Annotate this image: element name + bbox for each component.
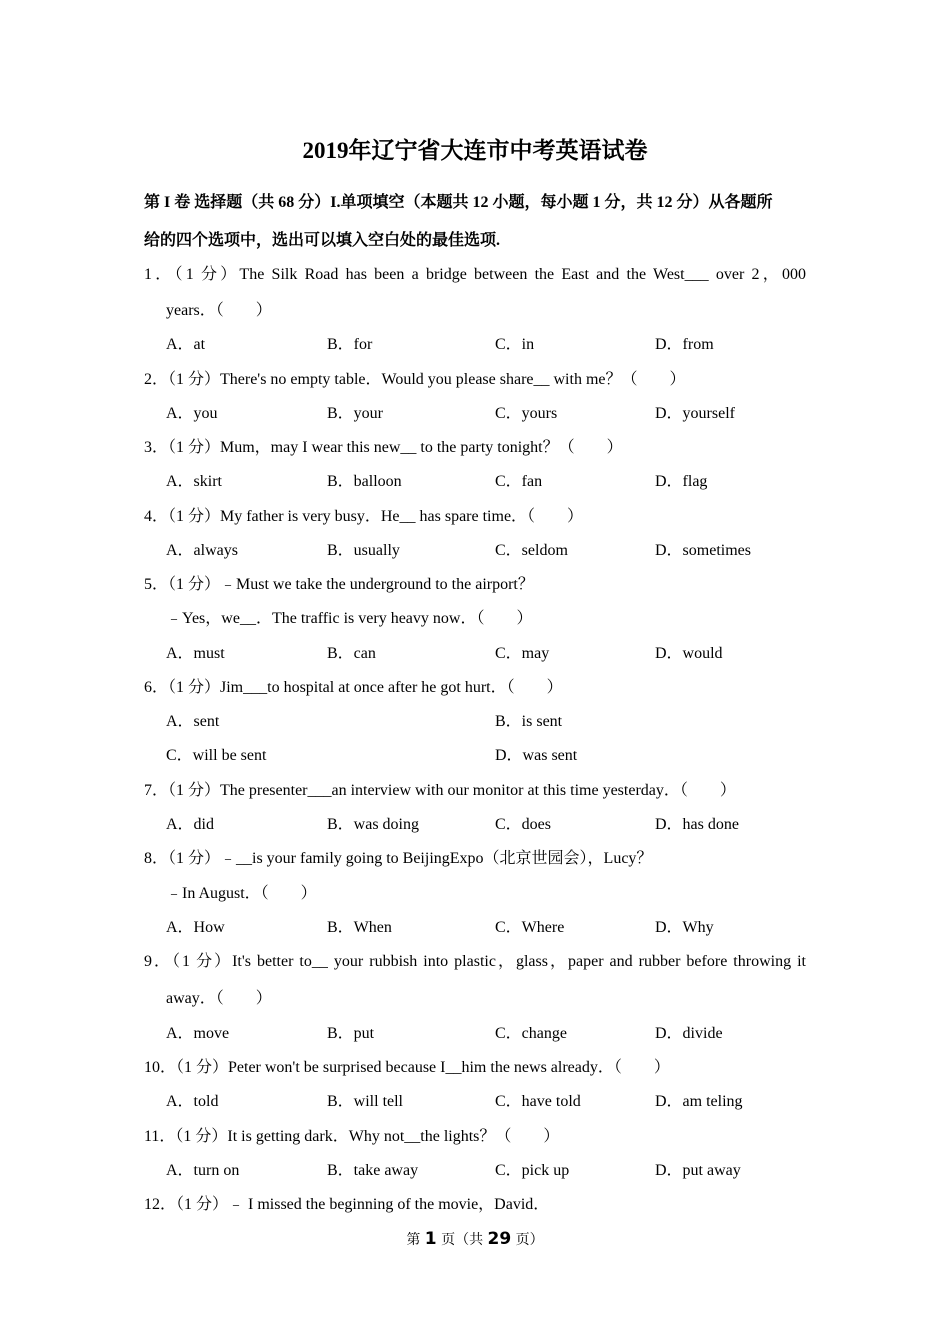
option-a[interactable]: A．did (166, 816, 215, 833)
page-title: 2019年辽宁省大连市中考英语试卷 (302, 138, 648, 163)
question-10: 10．（1 分）Peter won't be surprised because I__him the news already．（ ） (144, 1059, 670, 1076)
option-b[interactable]: B．When (327, 919, 392, 936)
question-1: 1．（1 分）The Silk Road has been a bridge between the East and the West___ over 2，000 (144, 266, 806, 283)
option-d[interactable]: D．would (655, 645, 723, 662)
question-6-options-row1 (166, 708, 806, 728)
option-b[interactable]: B．can (327, 645, 376, 662)
question-6: 6．（1 分）Jim___to hospital at once after he got hurt．（ ） (144, 679, 563, 696)
question-4-options (166, 537, 806, 557)
option-a[interactable]: A．at (166, 336, 206, 353)
question-1-options (166, 331, 806, 351)
option-c[interactable]: C．have told (495, 1093, 581, 1110)
option-d[interactable]: D．divide (655, 1025, 723, 1042)
option-b[interactable]: B．for (327, 336, 373, 353)
option-b[interactable]: B．put (327, 1025, 375, 1042)
question-2-options (166, 400, 806, 420)
option-c[interactable]: C．Where (495, 919, 565, 936)
option-c[interactable]: C．yours (495, 405, 558, 422)
option-a[interactable]: A．How (166, 919, 225, 936)
section-heading-cont: 给的四个选项中，选出可以填入空白处的最佳选项. (144, 232, 501, 249)
question-4: 4．（1 分）My father is very busy．He__ has spare time．（ ） (144, 508, 584, 525)
option-d[interactable]: D．yourself (655, 405, 735, 422)
footer-suffix: 页） (511, 1232, 544, 1248)
option-c[interactable]: C．may (495, 645, 550, 662)
question-8-cont: ﹣In August．（ ） (166, 885, 317, 902)
question-3-options (166, 468, 806, 488)
question-7: 7．（1 分）The presenter___an interview with our monitor at this time yesterday．（ ） (144, 782, 736, 799)
page-footer (0, 1229, 950, 1249)
option-b[interactable]: B．balloon (327, 473, 402, 490)
option-b[interactable]: B．take away (327, 1162, 419, 1179)
question-1-cont: years．（ ） (166, 302, 272, 319)
section-heading: 第 I 卷 选择题（共 68 分）I.单项填空（本题共 12 小题，每小题 1 分，共 12 分）从各题所 (144, 194, 773, 211)
option-b[interactable]: B．is sent (495, 713, 563, 730)
question-5-options (166, 640, 806, 660)
option-d[interactable]: D．sometimes (655, 542, 751, 559)
question-3: 3．（1 分）Mum，may I wear this new__ to the party tonight？（ ） (144, 439, 623, 456)
option-a[interactable]: A．told (166, 1093, 219, 1110)
option-b[interactable]: B．was doing (327, 816, 420, 833)
option-d[interactable]: D．Why (655, 919, 714, 936)
question-8: 8．（1 分）﹣__is your family going to BeijingExpo（北京世园会），Lucy？ (144, 850, 653, 867)
option-d[interactable]: D．has done (655, 816, 739, 833)
question-2: 2．（1 分）There's no empty table．Would you please share__ with me？（ ） (144, 371, 686, 388)
question-5-cont: ﹣Yes，we__．The traffic is very heavy now．（ ） (166, 610, 533, 627)
footer-page-number: 1 (424, 1229, 437, 1249)
option-d[interactable]: D．am teling (655, 1093, 743, 1110)
question-11-options (166, 1157, 806, 1177)
question-9-options (166, 1020, 806, 1040)
question-6-options-row2 (166, 742, 806, 762)
option-c[interactable]: C．pick up (495, 1162, 570, 1179)
option-a[interactable]: A．move (166, 1025, 230, 1042)
footer-prefix: 第 (406, 1232, 425, 1248)
question-10-options (166, 1088, 806, 1108)
option-a[interactable]: A．sent (166, 713, 220, 730)
option-c[interactable]: C．will be sent (166, 747, 267, 764)
question-9-cont: away．（ ） (166, 990, 272, 1007)
option-b[interactable]: B．will tell (327, 1093, 404, 1110)
option-d[interactable]: D．from (655, 336, 714, 353)
question-5: 5．（1 分）﹣Must we take the underground to the airport？ (144, 576, 534, 593)
question-8-options (166, 914, 806, 934)
option-b[interactable]: B．your (327, 405, 384, 422)
option-d[interactable]: D．flag (655, 473, 708, 490)
footer-middle: 页（共 (436, 1232, 488, 1248)
option-c[interactable]: C．does (495, 816, 552, 833)
option-a[interactable]: A．always (166, 542, 238, 559)
option-a[interactable]: A．you (166, 405, 218, 422)
option-a[interactable]: A．must (166, 645, 225, 662)
question-12: 12．（1 分）﹣ I missed the beginning of the movie，David． (144, 1196, 550, 1213)
footer-total-pages: 29 (487, 1229, 512, 1249)
option-c[interactable]: C．seldom (495, 542, 568, 559)
option-a[interactable]: A．turn on (166, 1162, 240, 1179)
question-9: 9．（1 分）It's better to__ your rubbish into plastic，glass，paper and rubber before throwing it (144, 953, 806, 970)
option-b[interactable]: B．usually (327, 542, 400, 559)
option-a[interactable]: A．skirt (166, 473, 223, 490)
option-c[interactable]: C．change (495, 1025, 567, 1042)
option-c[interactable]: C．in (495, 336, 535, 353)
question-7-options (166, 811, 806, 831)
question-11: 11．（1 分）It is getting dark．Why not__the lights？（ ） (144, 1128, 560, 1145)
option-d[interactable]: D．put away (655, 1162, 741, 1179)
option-c[interactable]: C．fan (495, 473, 543, 490)
option-d[interactable]: D．was sent (495, 747, 578, 764)
